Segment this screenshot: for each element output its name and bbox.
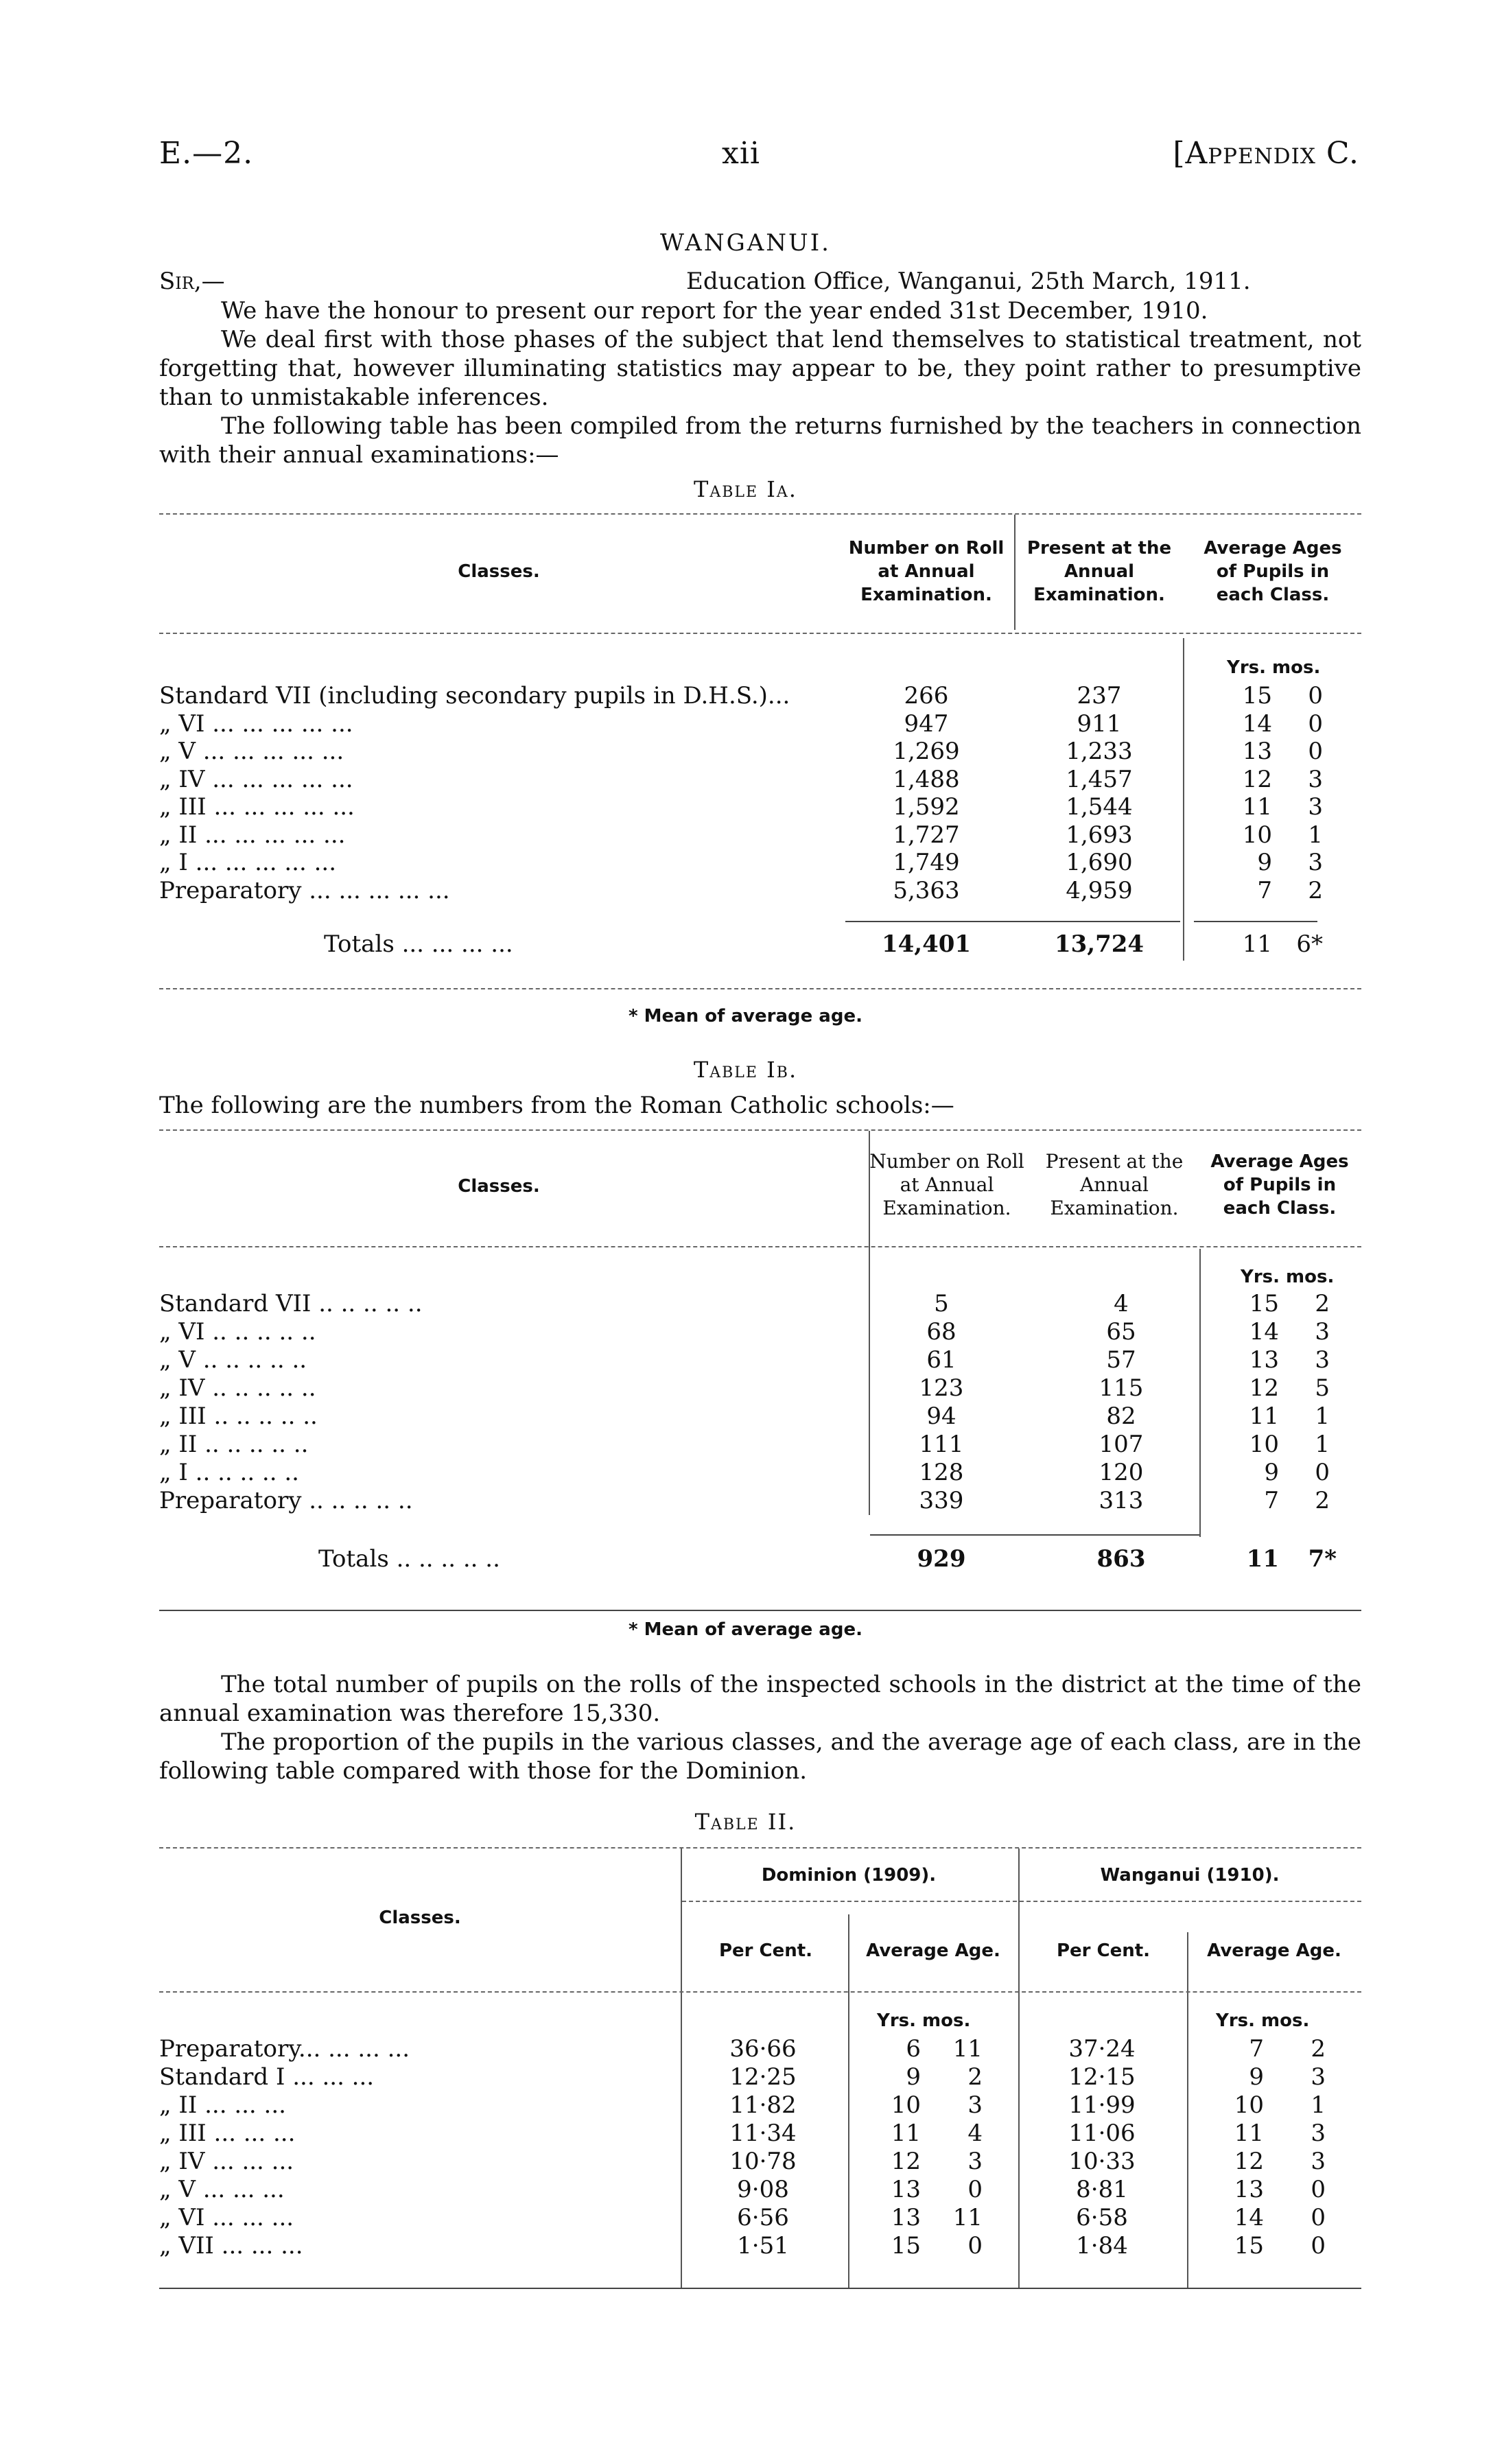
table-2-classes-header: Classes. <box>379 1908 461 1928</box>
table-2-dominion-percent-header: Per Cent. <box>718 1940 813 1961</box>
table-1b-age-years: 12 <box>1249 1374 1279 1402</box>
paragraph-4: The total number of pupils on the rolls of the inspected schools in the district at the time of the annual examination was therefore 15,330. <box>159 1671 1361 1727</box>
table-2-dominion-months: 3 <box>967 2148 983 2175</box>
table-2-dominion-percent: 1·51 <box>737 2232 789 2260</box>
table-1b-totals-rule <box>870 1534 1199 1536</box>
table-1b-intro: The following are the numbers from the Roman Catholic schools:— <box>159 1092 954 1119</box>
table-1a-age-months: 1 <box>1308 821 1323 849</box>
table-1b-roll-cell: 94 <box>926 1403 956 1430</box>
table-1a-row <box>159 849 1361 878</box>
table-1a-totals-yrs: 11 <box>1242 930 1272 958</box>
table-1b-class-label: „ II .. .. .. .. .. <box>159 1431 309 1458</box>
table-2-class-label: „ III ... ... ... <box>159 2120 296 2147</box>
table-1a-class-label: „ IV ... ... ... ... ... <box>159 765 353 793</box>
table-2-dominion-months: 11 <box>952 2204 983 2231</box>
table-2-dominion-years: 6 <box>906 2035 921 2063</box>
table-2-bottom-rule <box>159 2288 1361 2289</box>
table-1a-roll-cell: 947 <box>904 709 949 738</box>
table-1a-age-header: Average Ages of Pupils in each Class. <box>1204 538 1342 605</box>
table-2-dominion-months: 0 <box>967 2232 983 2260</box>
table-1a-row <box>159 877 1361 906</box>
salutation: Sir,— <box>159 268 225 295</box>
table-2-wanganui-years: 11 <box>1234 2120 1264 2147</box>
table-1b-roll-cell: 111 <box>919 1431 964 1458</box>
table-1a-age-years: 13 <box>1242 738 1272 765</box>
table-1a-age-months: 3 <box>1308 793 1323 821</box>
table-1b-present-cell: 4 <box>1114 1290 1129 1317</box>
table-2-class-label: Standard I ... ... ... <box>159 2063 375 2091</box>
table-1a-age-years: 14 <box>1242 709 1272 738</box>
table-2-dominion-years: 13 <box>891 2204 921 2231</box>
table-1b-age-years: 15 <box>1249 1290 1279 1317</box>
table-1b-roll-cell: 5 <box>934 1290 949 1317</box>
table-2-wanganui-years: 12 <box>1234 2148 1264 2175</box>
table-1a-classes-header: Classes. <box>458 561 540 582</box>
table-1a-class-label: „ VI ... ... ... ... ... <box>159 709 353 738</box>
table-2-wanganui-percent-header: Per Cent. <box>1056 1940 1151 1961</box>
table-2-wanganui-years: 7 <box>1249 2035 1264 2063</box>
table-1a-present-cell: 1,690 <box>1066 849 1133 876</box>
table-1a-present-cell: 1,693 <box>1066 821 1133 849</box>
table-2-dominion-months: 11 <box>952 2035 983 2063</box>
table-1b-class-label: „ VI .. .. .. .. .. <box>159 1318 316 1346</box>
table-2-dominion-years: 9 <box>906 2063 921 2091</box>
table-1b-totals-mos: 7* <box>1308 1545 1337 1573</box>
table-1b-present-cell: 65 <box>1106 1318 1136 1346</box>
table-1b-age-months: 3 <box>1315 1346 1330 1374</box>
table-2-wanganui-percent: 37·24 <box>1068 2035 1136 2063</box>
table-1b-roll-cell: 61 <box>926 1346 956 1374</box>
table-1b-present-cell: 120 <box>1099 1459 1144 1486</box>
table-1a-age-months: 0 <box>1308 709 1323 738</box>
table-2-dominion-percent: 11·34 <box>729 2120 797 2147</box>
table-2-wanganui-age-header: Average Age. <box>1207 1940 1341 1961</box>
table-1a-age-months: 0 <box>1308 682 1323 709</box>
table-1a-roll-cell: 1,269 <box>893 738 960 765</box>
table-1b-class-label: Preparatory .. .. .. .. .. <box>159 1487 413 1514</box>
table-1b-totals-present: 863 <box>1096 1545 1146 1573</box>
table-2-dominion-percent: 9·08 <box>737 2176 789 2203</box>
paragraph-3: The following table has been compiled from the returns furnished by the teachers in connection with their annual examinations:— <box>159 412 1361 469</box>
table-1a-row <box>159 710 1361 739</box>
table-1a-present-cell: 1,457 <box>1066 765 1133 793</box>
table-1b-class-label: „ I .. .. .. .. .. <box>159 1459 299 1486</box>
table-1a-totals-present: 13,724 <box>1054 930 1144 958</box>
table-1b-age-months: 1 <box>1315 1403 1330 1430</box>
table-2-dominion-years: 13 <box>891 2176 921 2203</box>
table-2-class-label: „ VI ... ... ... <box>159 2204 294 2231</box>
table-1b-present-cell: 115 <box>1099 1374 1144 1402</box>
table-1b-row <box>159 1374 1361 1403</box>
table-2-wanganui-years: 13 <box>1234 2176 1264 2203</box>
table-1b-present-cell: 313 <box>1099 1487 1144 1514</box>
paragraph-2: We deal first with those phases of the subject that lend themselves to statistical treatment, not forgetting that, however illuminating statistics may appear to be, they point rather to presumptive than to unmistakable inferences. <box>159 326 1361 411</box>
table-2-row <box>159 2232 1361 2261</box>
table-1a-roll-header: Number on Roll at Annual Examination. <box>848 538 1005 605</box>
table-2-class-label: Preparatory... ... ... ... <box>159 2035 410 2063</box>
table-2-wanganui-years: 9 <box>1249 2063 1264 2091</box>
table-2-row <box>159 2063 1361 2092</box>
table-1a-row <box>159 682 1361 711</box>
table-1b-class-label: „ V .. .. .. .. .. <box>159 1346 307 1374</box>
table-1b-age-years: 10 <box>1249 1431 1279 1458</box>
table-2-class-label: „ V ... ... ... <box>159 2176 285 2203</box>
table-1a-unit: Yrs. mos. <box>1227 657 1321 678</box>
table-1b-present-cell: 82 <box>1106 1403 1136 1430</box>
table-1b-top-rule <box>159 1129 1361 1131</box>
table-1b-present-cell: 57 <box>1106 1346 1136 1374</box>
table-1b-age-months: 2 <box>1315 1290 1330 1317</box>
table-1a-present-cell: 4,959 <box>1066 876 1133 904</box>
table-2-wanganui-percent: 10·33 <box>1068 2148 1136 2175</box>
table-1b-class-label: „ III .. .. .. .. .. <box>159 1403 318 1430</box>
table-1b-totals-roll: 929 <box>917 1545 966 1573</box>
table-1b-roll-cell: 128 <box>919 1459 964 1486</box>
table-1b-age-months: 5 <box>1315 1374 1330 1402</box>
table-1a-caption: Table Ia. <box>694 476 797 502</box>
table-1b-bottom-rule <box>159 1610 1361 1611</box>
header-reference: E.—2. <box>159 136 254 171</box>
table-2-row <box>159 2148 1361 2176</box>
table-2-group-rule <box>682 1901 1361 1902</box>
table-1a-bottom-rule <box>159 988 1361 989</box>
dateline: Education Office, Wanganui, 25th March, 1911. <box>686 268 1251 295</box>
table-1a-totals-rule-age <box>1194 921 1317 922</box>
table-1b-age-header: Average Ages of Pupils in each Class. <box>1210 1151 1349 1219</box>
table-1a-totals-label: Totals ... ... ... ... <box>324 930 513 958</box>
table-1b-class-label: „ IV .. .. .. .. .. <box>159 1374 316 1402</box>
table-2-dominion-months: 4 <box>967 2120 983 2147</box>
table-2-dominion-header: Dominion (1909). <box>761 1865 937 1886</box>
table-2-dominion-months: 3 <box>967 2091 983 2119</box>
table-1a-roll-cell: 1,749 <box>893 849 960 876</box>
table-2-row <box>159 2176 1361 2205</box>
table-2-head-rule <box>159 1991 1361 1993</box>
table-1b-present-cell: 107 <box>1099 1431 1144 1458</box>
table-2-row <box>159 2035 1361 2064</box>
table-2-wanganui-percent: 6·58 <box>1076 2204 1128 2231</box>
table-1a-class-label: „ V ... ... ... ... ... <box>159 738 344 765</box>
table-2-wanganui-percent: 12·15 <box>1068 2063 1136 2091</box>
table-2-dominion-months: 2 <box>967 2063 983 2091</box>
table-1a-age-years: 9 <box>1257 849 1272 876</box>
paragraph-1: We have the honour to present our report for the year ended 31st December, 1910. <box>221 297 1208 325</box>
table-2-dominion-unit: Yrs. mos. <box>877 2010 971 2031</box>
table-2-dominion-years: 15 <box>891 2232 921 2260</box>
table-1a-totals-roll: 14,401 <box>881 930 972 958</box>
table-1b-totals-yrs: 11 <box>1246 1545 1279 1573</box>
table-1a-present-cell: 911 <box>1077 709 1122 738</box>
table-2-dominion-years: 11 <box>891 2120 921 2147</box>
table-2-wanganui-months: 1 <box>1311 2091 1326 2119</box>
table-2-top-rule <box>159 1847 1361 1849</box>
table-1a-class-label: „ II ... ... ... ... ... <box>159 821 346 849</box>
table-1a-note: * Mean of average age. <box>629 1006 862 1026</box>
table-2-row <box>159 2120 1361 2148</box>
table-1b-row <box>159 1431 1361 1459</box>
table-1a-totals-rule <box>845 921 1180 922</box>
table-1b-age-years: 13 <box>1249 1346 1279 1374</box>
table-2-class-label: „ IV ... ... ... <box>159 2148 294 2175</box>
table-1a-top-rule <box>159 513 1361 515</box>
table-2-dominion-age-header: Average Age. <box>866 1940 1000 1961</box>
table-2-dominion-percent: 36·66 <box>729 2035 797 2063</box>
table-2-dominion-percent: 6·56 <box>737 2204 789 2231</box>
table-1b-row <box>159 1318 1361 1347</box>
table-1b-age-years: 14 <box>1249 1318 1279 1346</box>
table-1a-age-months: 3 <box>1308 765 1323 793</box>
table-2-wanganui-months: 2 <box>1311 2035 1326 2063</box>
table-1a-class-label: „ III ... ... ... ... ... <box>159 793 355 821</box>
table-1b-roll-cell: 123 <box>919 1374 964 1402</box>
table-1b-roll-cell: 339 <box>919 1487 964 1514</box>
table-1b-caption: Table Ib. <box>693 1057 798 1083</box>
table-2-wanganui-percent: 1·84 <box>1076 2232 1128 2260</box>
table-1b-note: * Mean of average age. <box>629 1619 862 1640</box>
table-2-dominion-months: 0 <box>967 2176 983 2203</box>
table-1b-age-years: 9 <box>1264 1459 1279 1486</box>
table-1a-row <box>159 793 1361 822</box>
table-1b-present-header: Present at the Annual Examination. <box>1045 1150 1184 1219</box>
table-1b-row <box>159 1459 1361 1488</box>
table-2-wanganui-months: 3 <box>1311 2063 1326 2091</box>
table-1b-age-months: 2 <box>1315 1487 1330 1514</box>
table-2-wanganui-years: 14 <box>1234 2204 1264 2231</box>
table-1b-head-rule <box>159 1246 1361 1247</box>
table-1a-totals-mos: 6* <box>1296 930 1323 958</box>
table-1a-class-label: „ I ... ... ... ... ... <box>159 849 337 876</box>
table-1a-divider <box>1014 515 1015 630</box>
table-1a-age-months: 0 <box>1308 738 1323 765</box>
table-2-wanganui-percent: 11·99 <box>1068 2091 1136 2119</box>
table-2-wanganui-years: 10 <box>1234 2091 1264 2119</box>
table-1a-present-cell: 1,544 <box>1066 793 1133 821</box>
report-title: WANGANUI. <box>660 229 831 257</box>
table-1b-totals-label: Totals .. .. .. .. .. <box>318 1545 500 1573</box>
table-1b-row <box>159 1403 1361 1431</box>
table-1a-present-header: Present at the Annual Examination. <box>1026 538 1172 605</box>
table-2-wanganui-percent: 8·81 <box>1076 2176 1128 2203</box>
table-1b-row <box>159 1346 1361 1375</box>
table-1a-age-years: 7 <box>1257 876 1272 904</box>
table-1b-row <box>159 1487 1361 1516</box>
table-1b-totals-row <box>159 1545 1361 1574</box>
table-2-dominion-years: 12 <box>891 2148 921 2175</box>
table-1a-roll-cell: 266 <box>904 682 949 709</box>
table-1a-row <box>159 738 1361 766</box>
table-1b-row <box>159 1290 1361 1319</box>
table-2-caption: Table II. <box>694 1809 797 1835</box>
table-1b-classes-header: Classes. <box>458 1176 540 1197</box>
table-1a-age-years: 10 <box>1242 821 1272 849</box>
table-1b-roll-header: Number on Roll at Annual Examination. <box>869 1150 1024 1219</box>
table-2-row <box>159 2091 1361 2120</box>
table-2-class-label: „ VII ... ... ... <box>159 2232 303 2260</box>
table-2-wanganui-unit: Yrs. mos. <box>1216 2010 1310 2031</box>
table-2-wanganui-percent: 11·06 <box>1068 2120 1136 2147</box>
table-2-wanganui-years: 15 <box>1234 2232 1264 2260</box>
table-2-wanganui-months: 0 <box>1311 2232 1326 2260</box>
table-1b-age-years: 11 <box>1249 1403 1279 1430</box>
table-2-dominion-percent: 10·78 <box>729 2148 797 2175</box>
table-1a-age-years: 15 <box>1242 682 1272 709</box>
table-1a-present-cell: 237 <box>1077 682 1122 709</box>
table-1b-class-label: Standard VII .. .. .. .. .. <box>159 1290 423 1317</box>
table-1a-present-cell: 1,233 <box>1066 738 1133 765</box>
table-2-wanganui-months: 0 <box>1311 2204 1326 2231</box>
header-appendix: [Appendix C. <box>1173 136 1359 171</box>
table-1b-age-months: 3 <box>1315 1318 1330 1346</box>
table-1a-age-years: 11 <box>1242 793 1272 821</box>
table-1b-age-months: 0 <box>1315 1459 1330 1486</box>
table-1a-age-months: 2 <box>1308 876 1323 904</box>
table-1a-class-label: Standard VII (including secondary pupils in D.H.S.)... <box>159 682 790 709</box>
table-2-wanganui-header: Wanganui (1910). <box>1100 1865 1280 1886</box>
table-1a-class-label: Preparatory ... ... ... ... ... <box>159 876 450 904</box>
table-2-dominion-years: 10 <box>891 2091 921 2119</box>
table-1a-row <box>159 766 1361 795</box>
table-1a-head-rule <box>159 633 1361 634</box>
paragraph-5: The proportion of the pupils in the various classes, and the average age of each class, are in the following table compared with those for the Dominion. <box>159 1728 1361 1785</box>
page-number: xii <box>722 136 760 171</box>
table-2-row <box>159 2204 1361 2233</box>
table-1b-roll-cell: 68 <box>926 1318 956 1346</box>
table-2-wanganui-months: 3 <box>1311 2148 1326 2175</box>
table-1a-age-years: 12 <box>1242 765 1272 793</box>
table-1a-row <box>159 821 1361 850</box>
table-2-class-label: „ II ... ... ... <box>159 2091 286 2119</box>
table-1a-roll-cell: 5,363 <box>893 876 960 904</box>
table-1b-unit: Yrs. mos. <box>1241 1267 1335 1287</box>
table-1b-age-months: 1 <box>1315 1431 1330 1458</box>
table-2-dominion-percent: 11·82 <box>729 2091 797 2119</box>
table-1a-roll-cell: 1,727 <box>893 821 960 849</box>
table-2-wanganui-months: 0 <box>1311 2176 1326 2203</box>
table-1a-totals-row <box>159 930 1361 959</box>
table-1a-roll-cell: 1,592 <box>893 793 960 821</box>
table-1a-age-months: 3 <box>1308 849 1323 876</box>
table-2-dominion-percent: 12·25 <box>729 2063 797 2091</box>
table-1b-age-years: 7 <box>1264 1487 1279 1514</box>
table-1a-roll-cell: 1,488 <box>893 765 960 793</box>
table-2-wanganui-months: 3 <box>1311 2120 1326 2147</box>
